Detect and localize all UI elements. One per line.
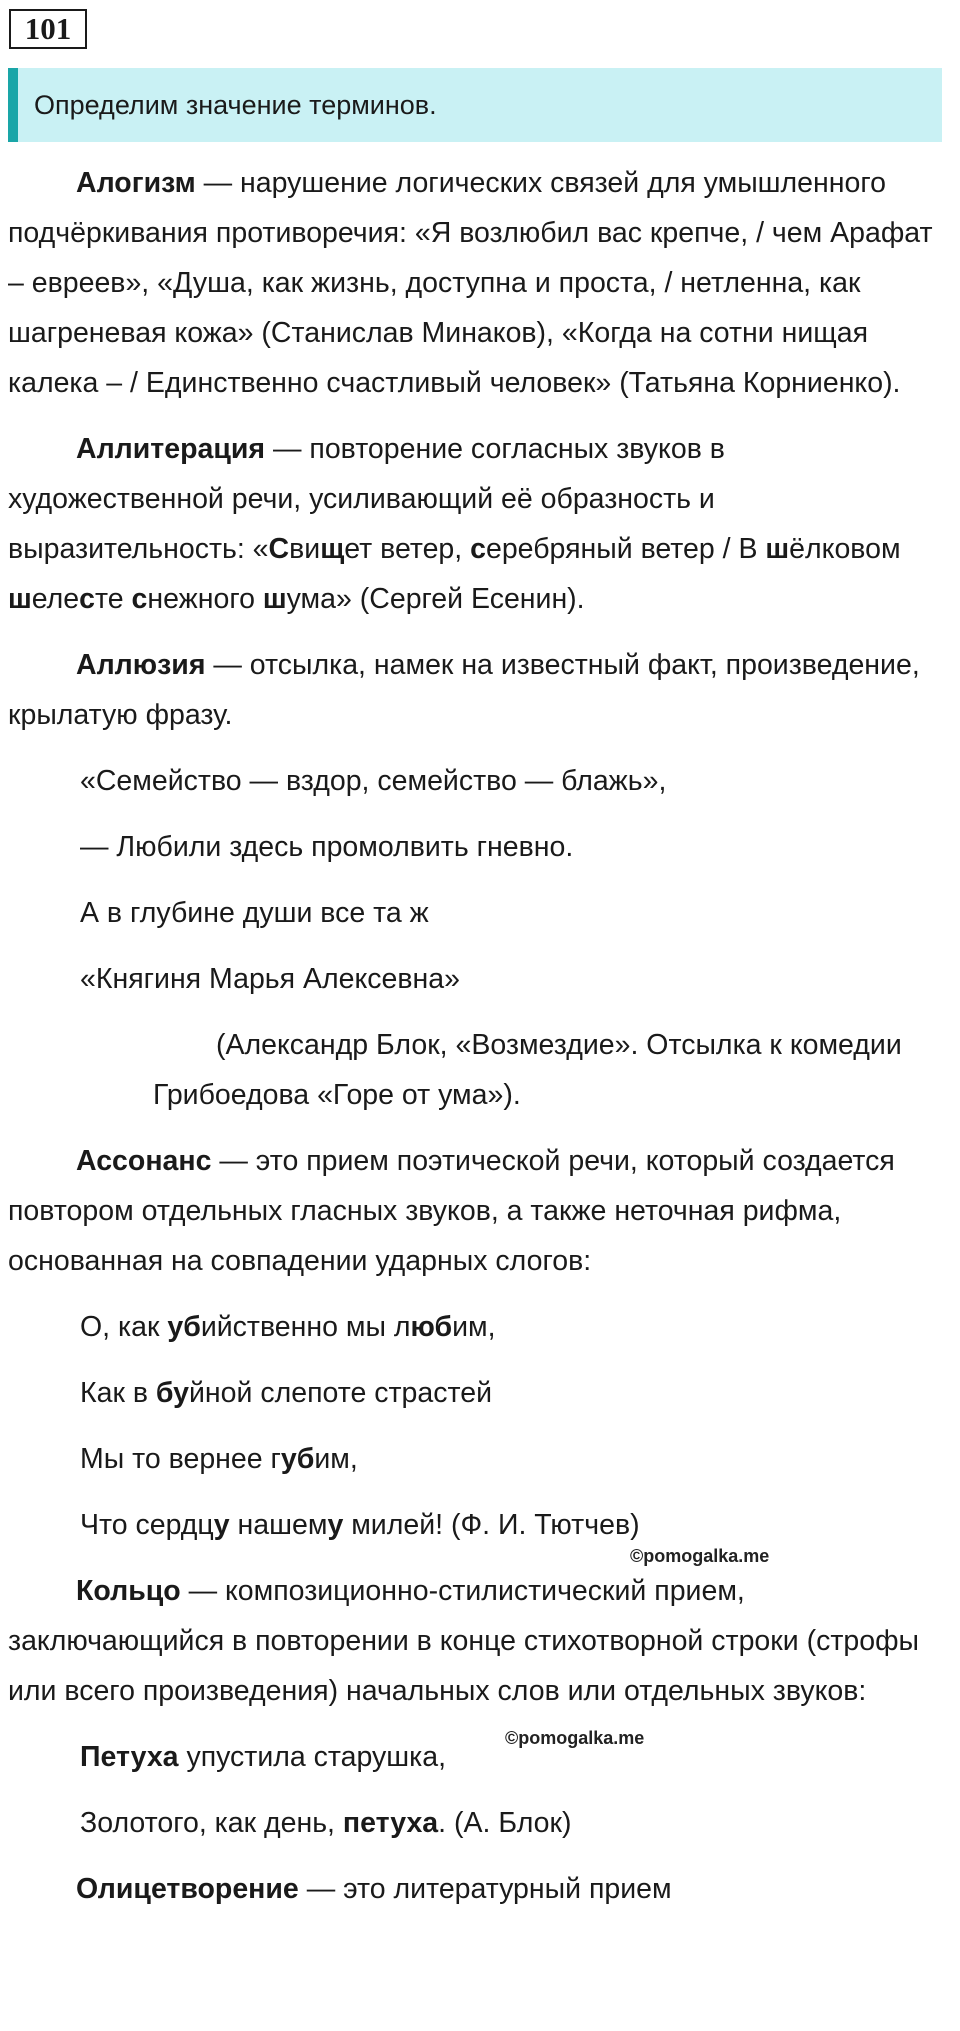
verse-line: «Княгиня Марья Алексевна» [80, 963, 460, 995]
definition: — это литературный прием [298, 1873, 672, 1905]
section-header: Определим значение терминов. [8, 68, 942, 142]
definition: — это прием поэтической речи, который создается повтором отдельных гласных звуков, а также неточная рифма, основанная на совпадении ударных слогов: [8, 1145, 895, 1277]
watermark: ©pomogalka.me [630, 1546, 770, 1566]
emphasis: ш [765, 533, 790, 565]
emphasis: юб [410, 1311, 453, 1343]
verse-line: — Любили здесь промолвить гневно. [80, 831, 574, 863]
paragraph [8, 158, 948, 408]
text-run: йной слепоте страстей [189, 1377, 492, 1409]
emphasis: Аллитерация [76, 433, 266, 465]
emphasis: бу [155, 1377, 189, 1409]
text-run: ума» (Сергей Есенин). [286, 583, 585, 615]
emphasis: с [79, 583, 96, 615]
text-run: ет ветер, [344, 533, 471, 565]
emphasis: петуха [342, 1807, 439, 1839]
term: Алогизм [76, 167, 196, 199]
emphasis: у [213, 1509, 230, 1541]
emphasis: с [470, 533, 486, 565]
verse-line [8, 1500, 948, 1550]
paragraph [8, 424, 948, 624]
term: Кольцо [76, 1575, 181, 1607]
paragraph [8, 1566, 948, 1716]
text-run: ийственно мы л [200, 1311, 411, 1343]
definition: — нарушение логических связей для умышленного подчёркивания противоречия: «Я возлюбил вас крепче, / чем Арафат – евреев», «Душа, как жизнь, доступна и проста, / нетленна, как шагреневая кожа» (Станислав Минаков), «Когда на сотни нищая калека – / Единственно счастливый человек» (Татьяна Корниенко). [8, 167, 933, 399]
text-run: Золотого, как день, [80, 1807, 343, 1839]
term: Аллюзия [76, 649, 206, 681]
emphasis: щ [320, 533, 345, 565]
emphasis: ш [262, 583, 287, 615]
text-run: нашем [229, 1509, 328, 1541]
text-run: Что сердц [80, 1509, 214, 1541]
text-run: упустила старушка, [178, 1741, 447, 1773]
quote-source: (Александр Блок, «Возмездие». Отсылка к комедии Грибоедова «Горе от ума»). [153, 1029, 902, 1111]
task-number: 101 [9, 9, 87, 49]
verse-line [8, 1434, 948, 1484]
text-run: им, [314, 1443, 358, 1475]
verse-line [8, 1732, 948, 1782]
verse-line: А в глубине души все та ж [80, 897, 429, 929]
emphasis: Петуха [80, 1741, 179, 1773]
text-run: Как в [80, 1377, 156, 1409]
text-run: О, как [80, 1311, 168, 1343]
verse-line: «Семейство — вздор, семейство — блажь», [80, 765, 667, 797]
emphasis: с [131, 583, 148, 615]
text-run: те [95, 583, 132, 615]
emphasis: у [327, 1509, 344, 1541]
verse-line [8, 1302, 948, 1352]
text-run: им, [452, 1311, 496, 1343]
emphasis: С [268, 533, 290, 565]
emphasis: уб [280, 1443, 315, 1475]
text-run: Мы то вернее г [80, 1443, 281, 1475]
text-run: еле [31, 583, 80, 615]
paragraph [8, 640, 948, 740]
text-run: еребряный ветер / В [485, 533, 766, 565]
text-run: — повторение согласных звуков в художественной речи, усиливающий её образность и выразительность: « [8, 433, 725, 565]
verse-line [8, 1798, 948, 1848]
text-run: ёлковом [789, 533, 901, 565]
text-run: нежного [147, 583, 263, 615]
term: Олицетворение [76, 1873, 299, 1905]
emphasis: уб [167, 1311, 201, 1343]
text-run: ви [289, 533, 321, 565]
watermark: ©pomogalka.me [505, 1728, 645, 1748]
term: Ассонанс [76, 1145, 212, 1177]
emphasis: ш [8, 583, 32, 615]
definition: — отсылка, намек на известный факт, произведение, крылатую фразу. [8, 649, 920, 731]
text-run: . (А. Блок) [438, 1807, 572, 1839]
definition: — композиционно-стилистический прием, заключающийся в повторении в конце стихотворной строки (строфы или всего произведения) начальных слов или отдельных звуков: [8, 1575, 920, 1707]
text-run: милей! (Ф. И. Тютчев) [343, 1509, 640, 1541]
paragraph [8, 1136, 948, 1286]
paragraph [8, 1864, 948, 1914]
document-body [8, 158, 948, 1930]
verse-line [8, 1368, 948, 1418]
